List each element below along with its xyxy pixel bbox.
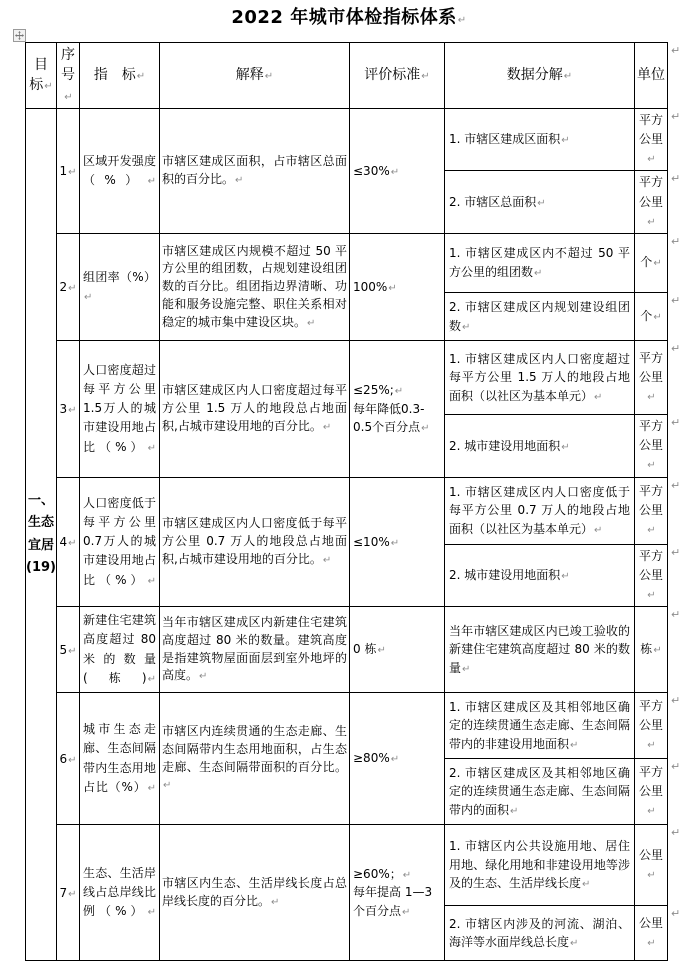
unit-cell[interactable]: 平方公里↵ bbox=[635, 341, 668, 415]
paragraph-mark: ↵ bbox=[563, 71, 573, 83]
paragraph-mark: ↵ bbox=[147, 673, 156, 685]
col-header-no[interactable]: 序号↵ bbox=[57, 43, 80, 109]
indicator-table bbox=[25, 42, 668, 961]
unit-cell[interactable]: 个↵ bbox=[635, 234, 668, 293]
paragraph-mark: ↵ bbox=[147, 575, 156, 587]
explanation-cell[interactable]: 市辖区内连续贯通的生态走廊、生态间隔带内生态用地面积，占生态走廊、生态间隔带面积的百分比。↵ bbox=[160, 693, 350, 825]
paragraph-mark: ↵ bbox=[561, 441, 570, 453]
paragraph-mark: ↵ bbox=[647, 216, 656, 228]
decomposition-item[interactable]: 1. 市辖区建成区及其相邻地区确定的连续贯通生态走廊、生态间隔带内的非建设用地面积↵ bbox=[445, 693, 635, 759]
criteria-cell[interactable] bbox=[350, 341, 445, 478]
col-header-explanation[interactable]: 解释↵ bbox=[160, 43, 350, 109]
decomposition-item[interactable]: 1. 市辖区建成区面积↵ bbox=[445, 108, 635, 171]
paragraph-mark: ↵ bbox=[390, 537, 400, 549]
col-header-decomposition[interactable]: 数据分解↵ bbox=[445, 43, 635, 109]
row-end-mark: ↵ bbox=[671, 694, 681, 707]
criteria-line: ≤25%;↵ bbox=[353, 382, 404, 397]
table-row bbox=[26, 477, 668, 544]
unit-cell[interactable]: 公里↵ bbox=[635, 825, 668, 906]
indicator-cell[interactable]: 区域开发强度（%）↵ bbox=[80, 108, 160, 233]
row-end-mark: ↵ bbox=[671, 479, 681, 492]
paragraph-mark: ↵ bbox=[462, 663, 471, 675]
criteria-cell[interactable] bbox=[350, 607, 445, 693]
table-row bbox=[26, 825, 668, 906]
paragraph-mark: ↵ bbox=[84, 292, 93, 304]
criteria-line: ≥80%↵ bbox=[353, 751, 400, 766]
paragraph-mark: ↵ bbox=[653, 258, 662, 270]
goal-cell[interactable]: 一、生态宜居(19) bbox=[26, 108, 57, 960]
paragraph-mark: ↵ bbox=[147, 782, 156, 794]
criteria-line: ≤10%↵ bbox=[353, 534, 400, 549]
decomposition-item[interactable]: 1. 市辖区内公共设施用地、居住用地、绿化用地和非建设用地等涉及的生态、生活岸线长度↵ bbox=[445, 825, 635, 906]
document-title[interactable]: 2022 年城市体检指标体系↵ bbox=[231, 7, 467, 28]
paragraph-mark: ↵ bbox=[534, 268, 543, 280]
criteria-line: ≤30%↵ bbox=[353, 163, 400, 178]
paragraph-mark: ↵ bbox=[147, 175, 156, 187]
criteria-cell[interactable] bbox=[350, 477, 445, 607]
paragraph-mark: ↵ bbox=[457, 15, 467, 26]
indicator-cell[interactable]: 人口密度低于每平方公里0.7万人的城市建设用地占比（%）↵ bbox=[80, 477, 160, 607]
row-end-mark: ↵ bbox=[671, 44, 681, 57]
paragraph-mark: ↵ bbox=[199, 671, 208, 683]
row-end-mark: ↵ bbox=[671, 608, 681, 621]
row-end-mark: ↵ bbox=[671, 110, 681, 123]
table-row bbox=[26, 341, 668, 415]
paragraph-mark: ↵ bbox=[561, 571, 570, 583]
paragraph-mark: ↵ bbox=[653, 645, 662, 657]
row-end-mark: ↵ bbox=[671, 907, 681, 920]
row-number[interactable]: 6↵ bbox=[57, 693, 80, 825]
explanation-cell[interactable]: 当年市辖区建成区内新建住宅建筑高度超过 80 米的数量。建筑高度是指建筑物屋面面层到室外地坪的高度。↵ bbox=[160, 607, 350, 693]
explanation-cell[interactable]: 市辖区建成区内规模不超过 50 平方公里的组团数，占规划建设组团数的百分比。组团指边界清晰、功能和服务设施完整、职住关系相对稳定的城市集中建设区块。↵ bbox=[160, 234, 350, 341]
paragraph-mark: ↵ bbox=[647, 740, 656, 752]
paragraph-mark: ↵ bbox=[647, 392, 656, 404]
criteria-line: 每年提高 1—3 个百分点↵ bbox=[353, 885, 433, 918]
paragraph-mark: ↵ bbox=[390, 754, 400, 766]
decomposition-item[interactable]: 当年市辖区建成区内已竣工验收的新建住宅建筑高度超过 80 米的数量↵ bbox=[445, 607, 635, 693]
paragraph-mark: ↵ bbox=[647, 154, 656, 166]
col-header-indicator[interactable]: 指 标↵ bbox=[80, 43, 160, 109]
decomposition-item[interactable]: 1. 市辖区建成区内人口密度低于每平方公里 0.7 万人的地段占地面积（以社区为基本单元）↵ bbox=[445, 477, 635, 544]
paragraph-mark: ↵ bbox=[68, 283, 77, 295]
col-header-goal[interactable]: 目标↵ bbox=[26, 43, 57, 109]
decomposition-item[interactable]: 1. 市辖区建成区内人口密度超过每平方公里 1.5 万人的地段占地面积（以社区为基本单元）↵ bbox=[445, 341, 635, 415]
unit-cell[interactable]: 平方公里↵ bbox=[635, 544, 668, 607]
unit-cell[interactable]: 平方公里↵ bbox=[635, 171, 668, 234]
paragraph-mark: ↵ bbox=[647, 460, 656, 472]
unit-cell[interactable]: 平方公里↵ bbox=[635, 759, 668, 825]
paragraph-mark: ↵ bbox=[647, 806, 656, 818]
paragraph-mark: ↵ bbox=[390, 166, 400, 178]
decomposition-item[interactable]: 2. 城市建设用地面积↵ bbox=[445, 544, 635, 607]
paragraph-mark: ↵ bbox=[147, 907, 156, 919]
decomposition-item[interactable]: 2. 市辖区总面积↵ bbox=[445, 171, 635, 234]
table-row bbox=[26, 108, 668, 171]
paragraph-mark: ↵ bbox=[271, 896, 280, 908]
table-move-handle[interactable] bbox=[13, 29, 26, 42]
paragraph-mark: ↵ bbox=[44, 81, 53, 93]
paragraph-mark: ↵ bbox=[307, 317, 316, 329]
criteria-cell[interactable] bbox=[350, 693, 445, 825]
row-end-mark: ↵ bbox=[671, 826, 681, 839]
row-end-mark: ↵ bbox=[671, 546, 681, 559]
criteria-cell[interactable] bbox=[350, 108, 445, 233]
explanation-cell[interactable]: 市辖区建成区面积，占市辖区总面积的百分比。↵ bbox=[160, 108, 350, 233]
paragraph-mark: ↵ bbox=[68, 754, 77, 766]
row-number[interactable]: 2↵ bbox=[57, 234, 80, 341]
paragraph-mark: ↵ bbox=[402, 869, 412, 881]
row-end-mark: ↵ bbox=[671, 294, 681, 307]
paragraph-mark: ↵ bbox=[68, 404, 77, 416]
col-header-criteria[interactable]: 评价标准↵ bbox=[350, 43, 445, 109]
paragraph-mark: ↵ bbox=[462, 321, 471, 333]
paragraph-mark: ↵ bbox=[68, 166, 77, 178]
paragraph-mark: ↵ bbox=[594, 524, 603, 536]
move-arrows-icon bbox=[15, 31, 24, 40]
decomposition-item[interactable]: 2. 市辖区内涉及的河流、湖泊、海洋等水面岸线总长度↵ bbox=[445, 906, 635, 961]
decomposition-item[interactable]: 2. 城市建设用地面积↵ bbox=[445, 415, 635, 478]
explanation-cell[interactable]: 市辖区建成区内人口密度低于每平方公里 0.7 万人的地段总占地面积,占城市建设用地的百分比。↵ bbox=[160, 477, 350, 607]
criteria-cell[interactable] bbox=[350, 825, 445, 961]
paragraph-mark: ↵ bbox=[235, 174, 244, 186]
row-end-mark: ↵ bbox=[671, 760, 681, 773]
unit-cell[interactable]: 公里↵ bbox=[635, 906, 668, 961]
paragraph-mark: ↵ bbox=[653, 311, 662, 323]
indicator-table-wrapper bbox=[25, 42, 693, 961]
paragraph-mark: ↵ bbox=[570, 938, 579, 950]
indicator-cell[interactable]: 组团率（%）↵ bbox=[80, 234, 160, 341]
paragraph-mark: ↵ bbox=[264, 71, 274, 83]
paragraph-mark: ↵ bbox=[377, 645, 386, 657]
document-title-line bbox=[0, 3, 698, 29]
row-number[interactable]: 1↵ bbox=[57, 108, 80, 233]
col-header-unit[interactable]: 单位 bbox=[635, 43, 668, 109]
row-number[interactable]: 7↵ bbox=[57, 825, 80, 961]
paragraph-mark: ↵ bbox=[647, 870, 656, 882]
row-end-mark: ↵ bbox=[671, 342, 681, 355]
header-row bbox=[26, 43, 668, 109]
paragraph-mark: ↵ bbox=[68, 888, 77, 900]
explanation-cell[interactable]: 市辖区建成区内人口密度超过每平方公里 1.5 万人的地段总占地面积,占城市建设用地的百分比。↵ bbox=[160, 341, 350, 478]
row-end-mark: ↵ bbox=[671, 235, 681, 248]
indicator-cell[interactable]: 生态、生活岸线占总岸线比例（%）↵ bbox=[80, 825, 160, 961]
paragraph-mark: ↵ bbox=[570, 739, 579, 751]
table-row bbox=[26, 607, 668, 693]
paragraph-mark: ↵ bbox=[421, 71, 430, 83]
paragraph-mark: ↵ bbox=[147, 442, 156, 454]
paragraph-mark: ↵ bbox=[561, 135, 570, 147]
paragraph-mark: ↵ bbox=[537, 197, 546, 209]
paragraph-mark: ↵ bbox=[394, 385, 404, 397]
criteria-cell[interactable] bbox=[350, 234, 445, 341]
table-row bbox=[26, 693, 668, 759]
unit-cell[interactable]: 平方公里↵ bbox=[635, 415, 668, 478]
paragraph-mark: ↵ bbox=[582, 879, 591, 891]
criteria-line: 0 栋↵ bbox=[353, 642, 386, 657]
decomposition-item[interactable]: 2. 市辖区建成区内规划建设组团数↵ bbox=[445, 293, 635, 341]
paragraph-mark: ↵ bbox=[647, 525, 656, 537]
paragraph-mark: ↵ bbox=[322, 554, 332, 566]
paragraph-mark: ↵ bbox=[163, 780, 172, 792]
decomposition-item[interactable]: 2. 市辖区建成区及其相邻地区确定的连续贯通生态走廊、生态间隔带内的面积↵ bbox=[445, 759, 635, 825]
unit-cell[interactable]: 平方公里↵ bbox=[635, 477, 668, 544]
paragraph-mark: ↵ bbox=[388, 282, 397, 294]
paragraph-mark: ↵ bbox=[421, 423, 430, 435]
row-end-mark: ↵ bbox=[671, 416, 681, 429]
paragraph-mark: ↵ bbox=[136, 71, 146, 83]
indicator-cell[interactable]: 新建住宅建筑高度超过 80 米的数量(栋)↵ bbox=[80, 607, 160, 693]
criteria-line: ≥60%；↵ bbox=[353, 866, 412, 881]
indicator-cell[interactable]: 城市生态走廊、生态间隔带内生态用地占比（%）↵ bbox=[80, 693, 160, 825]
paragraph-mark: ↵ bbox=[647, 589, 656, 601]
paragraph-mark: ↵ bbox=[68, 537, 77, 549]
row-number[interactable]: 4↵ bbox=[57, 477, 80, 607]
paragraph-mark: ↵ bbox=[402, 906, 411, 918]
paragraph-mark: ↵ bbox=[68, 645, 77, 657]
explanation-cell[interactable]: 市辖区内生态、生活岸线长度占总岸线长度的百分比。↵ bbox=[160, 825, 350, 961]
paragraph-mark: ↵ bbox=[322, 421, 332, 433]
unit-cell[interactable]: 平方公里↵ bbox=[635, 693, 668, 759]
unit-cell[interactable]: 平方公里↵ bbox=[635, 108, 668, 171]
paragraph-mark: ↵ bbox=[510, 805, 519, 817]
paragraph-mark: ↵ bbox=[64, 91, 73, 103]
table-row bbox=[26, 234, 668, 293]
row-number[interactable]: 5↵ bbox=[57, 607, 80, 693]
criteria-line: 100%↵ bbox=[353, 279, 397, 294]
unit-cell[interactable]: 个↵ bbox=[635, 293, 668, 341]
unit-cell[interactable]: 栋↵ bbox=[635, 607, 668, 693]
paragraph-mark: ↵ bbox=[647, 938, 656, 950]
decomposition-item[interactable]: 1. 市辖区建成区内不超过 50 平方公里的组团数↵ bbox=[445, 234, 635, 293]
paragraph-mark: ↵ bbox=[594, 391, 603, 403]
row-number[interactable]: 3↵ bbox=[57, 341, 80, 478]
indicator-cell[interactable]: 人口密度超过每平方公里1.5万人的城市建设用地占比（%）↵ bbox=[80, 341, 160, 478]
criteria-line: 每年降低0.3-0.5个百分点↵ bbox=[353, 401, 430, 435]
row-end-mark: ↵ bbox=[671, 172, 681, 185]
